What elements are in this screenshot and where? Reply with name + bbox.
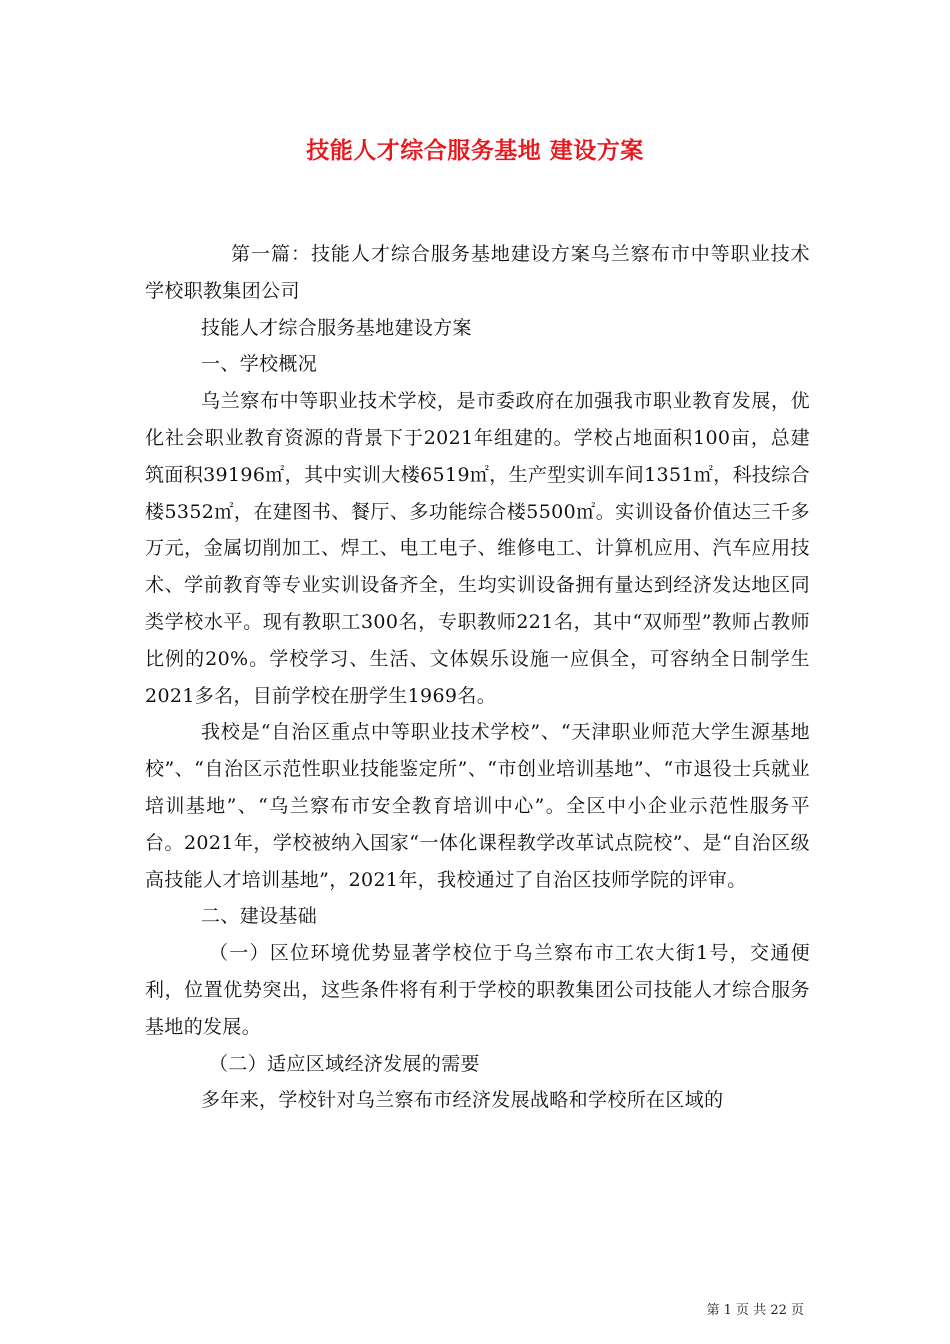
paragraph-part-heading: 第一篇：技能人才综合服务基地建设方案乌兰察布市中等职业技术学校职教集团公司	[145, 243, 810, 302]
paragraph-subtitle: 技能人才综合服务基地建设方案	[201, 316, 472, 339]
paragraph-school-honors: 我校是“自治区重点中等职业技术学校”、“天津职业师范大学生源基地校”、“自治区示范性职业技能鉴定所”、“市创业培训基地”、“市退役士兵就业培训基地”、“乌兰察布市安全教育培训中心”。全区中小企业示范性服务平台。2021年，学校被纳入国家“一体化课程教学改革试点院校”、是“自治区级高技能人才培训基地”，2021年，我校通过了自治区技师学院的评审。	[145, 721, 810, 891]
paragraph-school-overview: 乌兰察布中等职业技术学校，是市委政府在加强我市职业教育发展，优化社会职业教育资源的背景下于2021年组建的。学校占地面积100亩，总建筑面积39196㎡，其中实训大楼6519㎡，生产型实训车间1351㎡，科技综合楼5352㎡，在建图书、餐厅、多功能综合楼5500㎡。实训设备价值达三千多万元，金属切削加工、焊工、电工电子、维修电工、计算机应用、汽车应用技术、学前教育等专业实训设备齐全，生均实训设备拥有量达到经济发达地区同类学校水平。现有教职工300名，专职教师221名，其中“双师型”教师占教师比例的20%。学校学习、生活、文体娱乐设施一应俱全，可容纳全日制学生2021多名，目前学校在册学生1969名。	[145, 390, 810, 707]
document-body	[145, 236, 810, 1119]
paragraph-location-advantage: （一）区位环境优势显著学校位于乌兰察布市工农大街1号，交通便利，位置优势突出，这些条件将有利于学校的职教集团公司技能人才综合服务基地的发展。	[145, 942, 810, 1038]
paragraph-regional-economy: 多年来，学校针对乌兰察布市经济发展战略和学校所在区域的	[201, 1089, 724, 1112]
section-heading-construction-basis: 二、建设基础	[201, 905, 318, 928]
page-number-footer: 第 1 页 共 22 页	[706, 1303, 804, 1318]
section-heading-school-overview: 一、学校概况	[201, 353, 318, 376]
document-title: 技能人才综合服务基地 建设方案	[306, 138, 644, 164]
subheading-regional-economy: （二）适应区域经济发展的需要	[209, 1052, 480, 1075]
